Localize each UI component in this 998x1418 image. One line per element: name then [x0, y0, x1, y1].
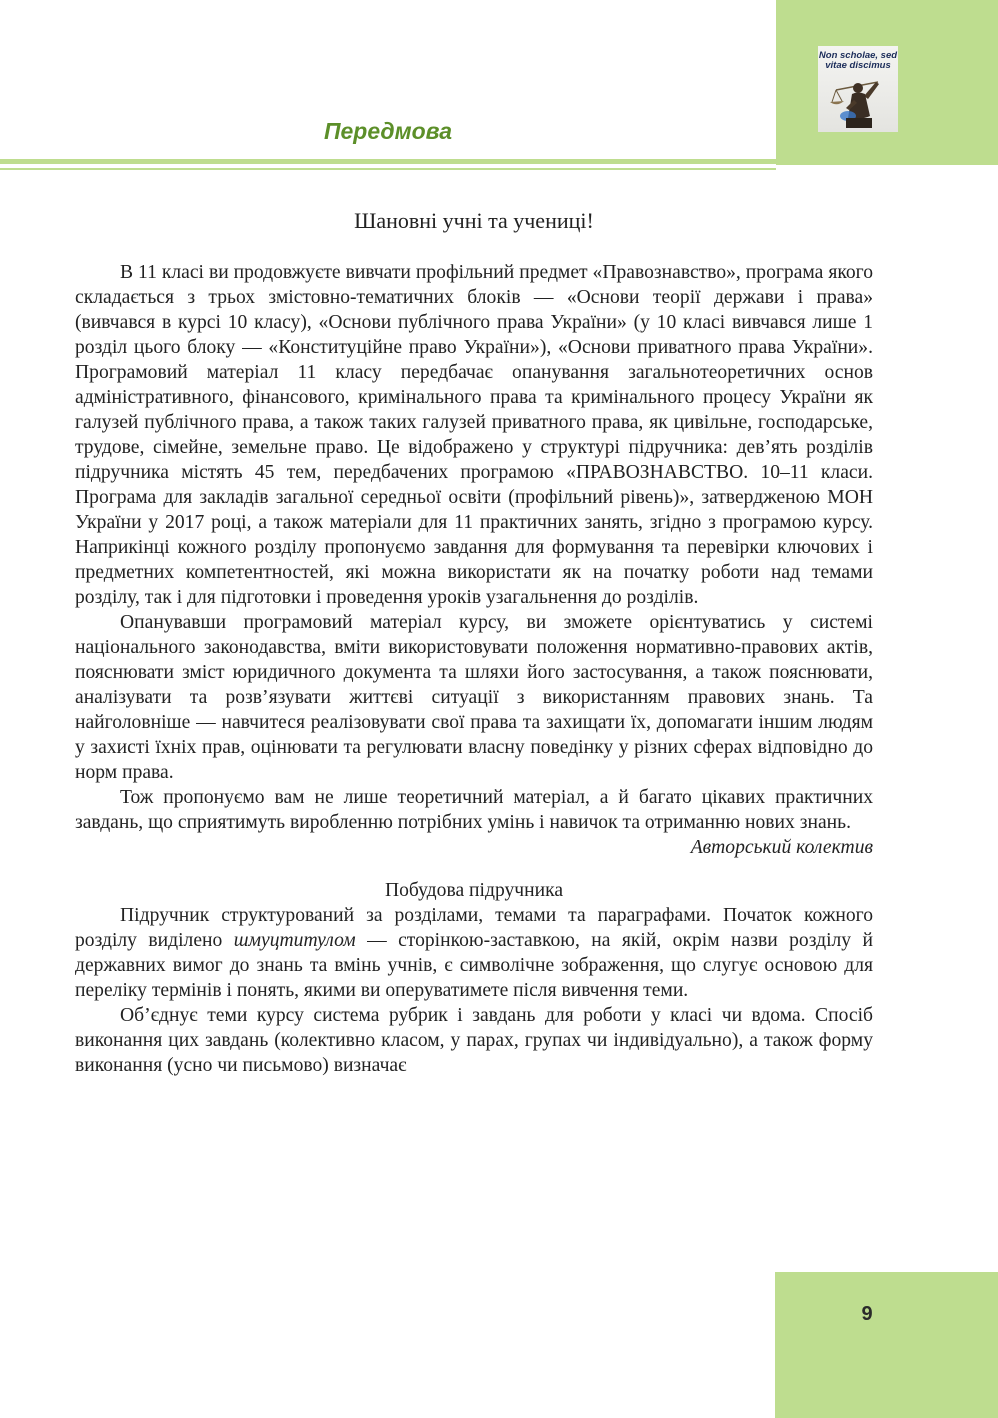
structure-heading: Побудова підручника	[384, 880, 564, 901]
structure-p1-before: Підручник структурований за розділами, темами та параграфами. Початок кожного розділу виділено	[75, 905, 873, 951]
intro-paragraph-3: Тож пропонуємо вам не лише теоретичний матеріал, а й багато цікавих практичних завдань, що сприятимуть виробленню потрібних умінь і навичок та отриманню нових знань.	[75, 787, 873, 833]
section-title: Передмова	[323, 118, 453, 144]
page-number: 9	[861, 1303, 873, 1325]
structure-p1-emphasis: шмуцтитулом	[233, 930, 356, 951]
page-content	[75, 208, 873, 1078]
themis-logo	[818, 46, 898, 132]
logo-motto: Non scholae, sed vitae discimus	[818, 50, 898, 71]
greeting-heading: Шановні учні та учениці!	[354, 208, 594, 233]
structure-p1-after: — сторінкою-заставкою, на якій, окрім назви розділу й державних вимог до знань та вмінь учнів, є символічне зображення, що слугує основою для переліку термінів і понять, якими ви оперуватимете після вивчення теми.	[75, 930, 874, 1001]
structure-paragraph-2: Об’єднує теми курсу система рубрик і завдань для роботи у класі чи вдома. Спосіб виконання цих завдань (колективно класом, у парах, групах чи індивідуально), а також форму виконання (усно чи письмово) визначає	[75, 1005, 873, 1076]
author-signature: Авторський колектив	[690, 837, 873, 858]
structure-paragraph-1	[75, 903, 873, 1003]
footer-green-block	[775, 1272, 998, 1418]
intro-paragraph-2: Опанувавши програмовий матеріал курсу, ви зможете орієнтуватись у системі національного законодавства, вміти використовувати положення нормативно-правових актів, пояснювати зміст юридичного документа та шляхи його застосування, а також пояснювати, аналізувати та розв’язувати життєві ситуації з використанням правових знань. Та найголовніше — навчитеся реалізовувати свої права та захищати їх, допомагати іншим людям у захисті їхніх прав, оцінювати та регулювати власну поведінку у різних сферах відповідно до норм права.	[75, 612, 873, 783]
header-rule-thick	[0, 159, 776, 164]
header-rule-thin	[0, 168, 776, 170]
intro-paragraph-1: В 11 класі ви продовжуєте вивчати профільний предмет «Правознавство», програма якого складається з трьох змістовно-тематичних блоків — «Основи теорії держави і права» (вивчався в курсі 10 класу), «Основи публічного права України» (у 10 класі вивчався лише 1 розділ цього блоку — «Конституційне право України»), «Основи приватного права України». Програмовий матеріал 11 класу передбачає опанування загальнотеоретичних основ адміністративного, фінансового, кримінального права та кримінального процесу України як галузей публічного права, а також таких галузей приватного права, як цивільне, господарське, трудове, сімейне, земельне право. Це відображено у структурі підручника: дев’ять розділів підручника містять 45 тем, передбачених програмою «ПРАВОЗНАВСТВО. 10–11 класи. Програма для закладів загальної середньої освіти (профільний рівень)», затвердженою МОН України у 2017 році, а також матеріали для 11 практичних занять, згідно з програмою курсу. Наприкінці кожного розділу пропонуємо завдання для формування та перевірки ключових і предметних компетентностей, які можна використати як на початку роботи над темами розділу, так і для підготовки і проведення уроків узагальнення до розділів.	[75, 262, 873, 608]
